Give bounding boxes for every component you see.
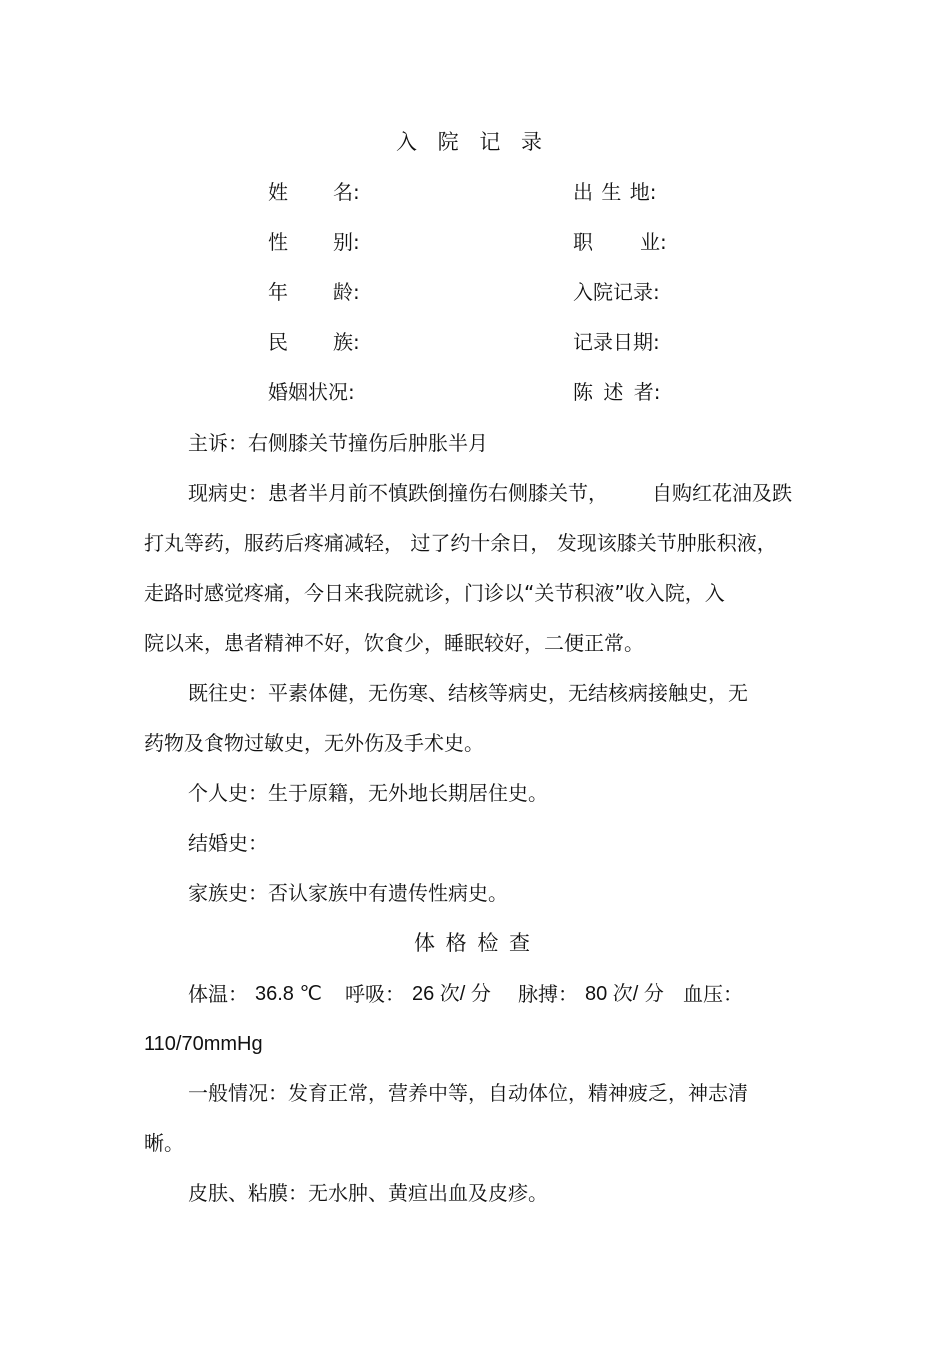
- marital-history: 结婚史：: [188, 831, 268, 855]
- label-birthplace: 出 生 地:: [573, 180, 657, 204]
- personal-history: 个人史：生于原籍，无外地长期居住史。: [188, 781, 548, 805]
- label-name-b: 名:: [333, 180, 360, 204]
- label-record-date: 记录日期:: [573, 330, 660, 354]
- label-narrator: 陈 述 者:: [573, 380, 661, 404]
- hpi-line-1a: 现病史：患者半月前不慎跌倒撞伤右侧膝关节，: [188, 481, 608, 505]
- hpi-line-1b: 自购红花油及跌: [652, 481, 792, 505]
- label-sex-b: 别:: [333, 230, 360, 254]
- vitals-bp-value: 110/70mmHg: [144, 1033, 263, 1055]
- vitals-temp-label: 体温：: [188, 982, 248, 1006]
- past-history-line-2: 药物及食物过敏史，无外伤及手术史。: [144, 731, 484, 755]
- vitals-resp-label: 呼吸：: [345, 982, 405, 1006]
- label-age-b: 龄:: [333, 280, 360, 304]
- chief-complaint: 主诉：右侧膝关节撞伤后肿胀半月: [188, 431, 488, 455]
- label-occupation-a: 职: [573, 230, 593, 254]
- general-condition-line-1: 一般情况：发育正常，营养中等，自动体位，精神疲乏，神志清: [188, 1081, 748, 1105]
- vitals-pulse-label: 脉搏：: [518, 982, 578, 1006]
- hpi-line-2: 打丸等药，服药后疼痛减轻， 过了约十余日， 发现该膝关节肿胀积液，: [144, 531, 777, 555]
- family-history: 家族史：否认家族中有遗传性病史。: [188, 881, 508, 905]
- general-condition-line-2: 晰。: [144, 1131, 184, 1155]
- label-name-a: 姓: [268, 180, 288, 204]
- hpi-line-3: 走路时感觉疼痛，今日来我院就诊，门诊以“关节积液”收入院，入: [144, 581, 725, 605]
- vitals-pulse-value: 80 次/ 分: [585, 983, 664, 1005]
- vitals-temp-value: 36.8 ℃: [255, 983, 322, 1005]
- skin-mucosa: 皮肤、粘膜：无水肿、黄疸出血及皮疹。: [188, 1181, 548, 1205]
- document-title: 入 院 记 录: [396, 130, 543, 154]
- label-age-a: 年: [268, 280, 288, 304]
- past-history-line-1: 既往史：平素体健，无伤寒、结核等病史，无结核病接触史，无: [188, 681, 748, 705]
- hpi-line-4: 院以来，患者精神不好，饮食少，睡眠较好，二便正常。: [144, 631, 644, 655]
- vitals-bp-label: 血压：: [683, 982, 743, 1006]
- label-sex-a: 性: [268, 230, 288, 254]
- vitals-resp-value: 26 次/ 分: [412, 983, 491, 1005]
- label-marital-status: 婚姻状况:: [268, 380, 355, 404]
- exam-title: 体 格 检 查: [414, 931, 531, 955]
- label-ethnicity-b: 族:: [333, 330, 360, 354]
- label-ethnicity-a: 民: [268, 330, 288, 354]
- label-admission-record: 入院记录:: [573, 280, 660, 304]
- label-occupation-b: 业:: [640, 230, 667, 254]
